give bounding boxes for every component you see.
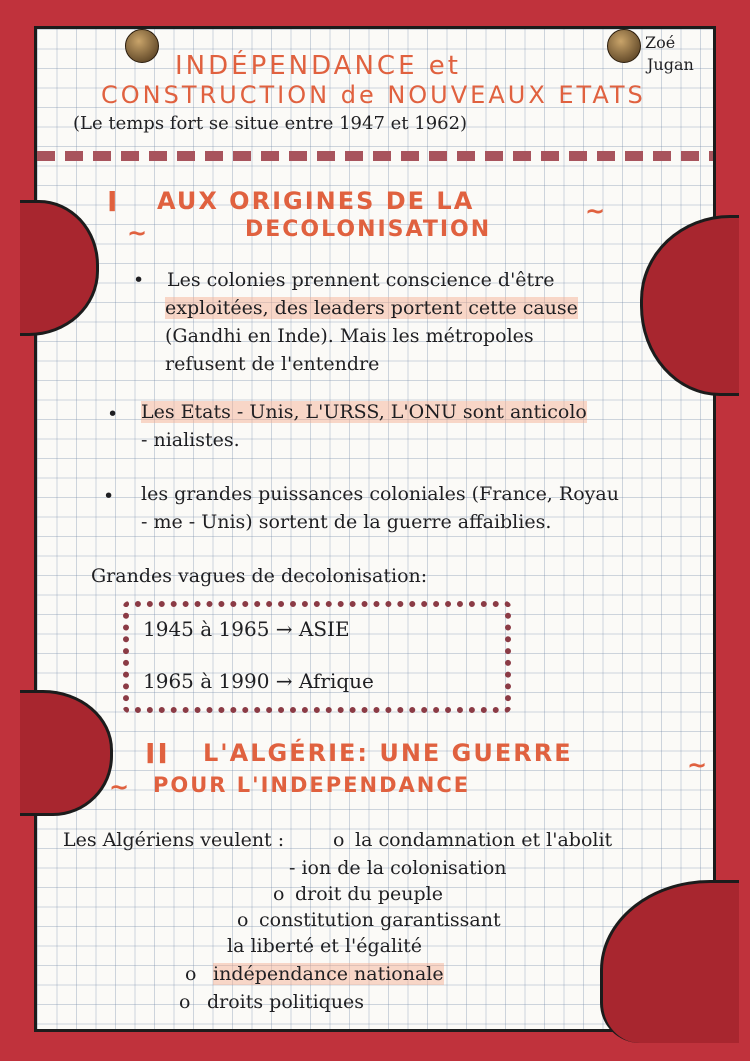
tilde-right: ~ bbox=[585, 197, 608, 225]
section2-number: II bbox=[145, 737, 170, 770]
want2: droit du peuple bbox=[295, 883, 444, 905]
page-title-line1: INDÉPENDANCE et bbox=[175, 51, 461, 81]
bullet-marker: • bbox=[107, 403, 119, 425]
want5: droits politiques bbox=[207, 991, 365, 1013]
bullet1-line4: refusent de l'entendre bbox=[165, 353, 380, 375]
want3-line2: la liberté et l'égalité bbox=[227, 935, 422, 957]
bullet3-line2: - me - Unis) sortent de la guerre affaiblies. bbox=[141, 511, 552, 533]
section2-title-line1: L'ALGÉRIE: UNE GUERRE bbox=[203, 739, 573, 767]
bullet-marker: o bbox=[333, 829, 345, 851]
pin-right bbox=[607, 29, 641, 63]
author-first-name: Zoé bbox=[645, 33, 676, 52]
section1-title-line1: AUX ORIGINES DE LA bbox=[157, 187, 475, 215]
bullet-marker: • bbox=[103, 485, 115, 507]
pin-left bbox=[125, 29, 159, 63]
page-subtitle: (Le temps fort se situe entre 1947 et 1962) bbox=[73, 113, 468, 134]
want4: indépendance nationale bbox=[213, 963, 444, 985]
want1-line2: - ion de la colonisation bbox=[289, 857, 507, 879]
bullet-marker: • bbox=[133, 269, 145, 291]
want1-line1: la condamnation et l'abolit bbox=[355, 829, 613, 851]
tilde-left: ~ bbox=[127, 219, 150, 247]
page-title-line2: CONSTRUCTION de NOUVEAUX ETATS bbox=[101, 81, 646, 109]
bullet3-line1: les grandes puissances coloniales (France, Royau bbox=[141, 483, 619, 505]
notebook-page bbox=[34, 26, 716, 1032]
dashed-divider bbox=[37, 151, 713, 161]
bullet1-line1: Les colonies prennent conscience d'être bbox=[167, 269, 555, 291]
bullet-marker: o bbox=[237, 909, 249, 931]
tilde-right: ~ bbox=[687, 751, 710, 779]
bullet-marker: o bbox=[273, 883, 285, 905]
wave-asie: 1945 à 1965 → ASIE bbox=[143, 617, 350, 641]
author-last-name: Jugan bbox=[647, 55, 694, 74]
section2-lead: Les Algériens veulent : bbox=[63, 829, 285, 851]
bullet-marker: o bbox=[185, 963, 197, 985]
bullet1-line2: exploitées, des leaders portent cette cause bbox=[165, 297, 578, 319]
bullet-marker: o bbox=[179, 991, 191, 1013]
section2-title-line2: POUR L'INDEPENDANCE bbox=[153, 773, 471, 797]
section1-title-line2: DECOLONISATION bbox=[245, 217, 492, 242]
tilde-left: ~ bbox=[109, 773, 132, 801]
bullet2-line2: - nialistes. bbox=[141, 429, 240, 451]
section1-number: I bbox=[107, 185, 120, 218]
waves-label: Grandes vagues de decolonisation: bbox=[91, 565, 428, 587]
bullet1-line3: (Gandhi en Inde). Mais les métropoles bbox=[165, 325, 534, 347]
wave-afrique: 1965 à 1990 → Afrique bbox=[143, 669, 374, 693]
want3-line1: constitution garantissant bbox=[259, 909, 501, 931]
bullet2-line1: Les Etats - Unis, L'URSS, L'ONU sont anticolo bbox=[141, 401, 587, 423]
